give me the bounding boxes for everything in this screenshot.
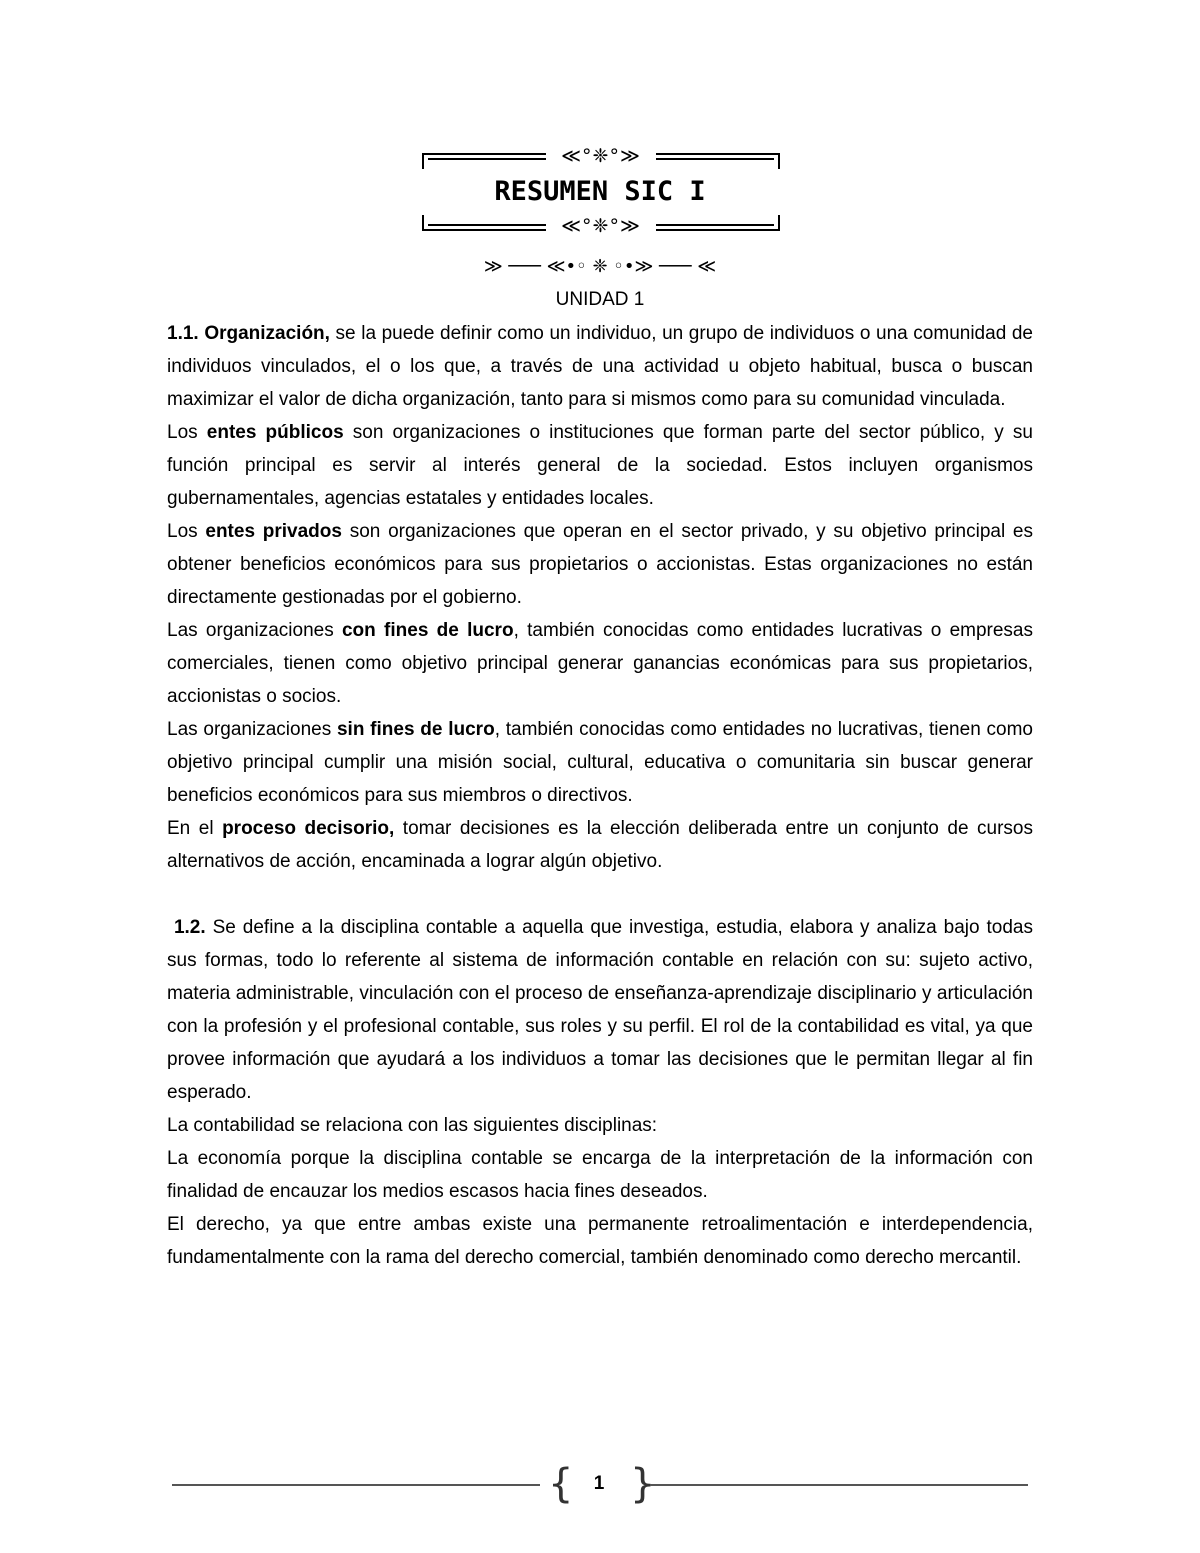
paragraph-disciplina-contable	[167, 911, 1033, 1109]
title-ornament-bottom: ≪°❈°≫	[561, 215, 641, 237]
paragraph-lead: Las organizaciones	[167, 620, 342, 641]
frame-corner	[774, 215, 780, 231]
term-entes-publicos: entes públicos	[206, 422, 344, 443]
title-frame-bottom	[422, 215, 780, 245]
paragraph-text: son organizaciones que operan en el sector privado, y su objetivo principal es obtener beneficios económicos para sus propietarios o accionistas. Estas organizaciones no están directamente gestionadas por el gobierno.	[167, 521, 1034, 608]
paragraph-organizacion	[167, 317, 1033, 416]
page-number: 1	[593, 1473, 605, 1494]
term-con-fines-de-lucro: con fines de lucro	[341, 620, 514, 641]
paragraph-con-fines-de-lucro	[167, 614, 1033, 713]
paragraph-lead: En el	[167, 818, 223, 839]
unit-heading: UNIDAD 1	[555, 289, 645, 310]
paragraph-lead: Las organizaciones	[167, 719, 337, 740]
paragraph-text: se la puede definir como un individuo, un grupo de individuos o una comunidad de individuos vinculados, el o los que, a través de una actividad u objeto habitual, busca o buscan maximizar el valor de dicha organización, tanto para si mismos como para su comunidad vinculada.	[167, 323, 1033, 410]
title-frame-top	[422, 145, 780, 175]
paragraph-entes-privados	[167, 515, 1033, 614]
paragraph-text: , también conocidas como entidades no lucrativas, tienen como objetivo principal cumplir una misión social, cultural, educativa o comunitaria sin buscar generar beneficios económicos para sus miembros o directivos.	[167, 719, 1033, 806]
section-number: 1.2.	[173, 917, 206, 938]
paragraph-proceso-decisorio	[167, 812, 1033, 878]
frame-corner	[774, 153, 780, 169]
left-brace-icon: {	[548, 1461, 574, 1507]
ornamental-divider: ≫ ─── ≪•◦ ❈ ◦•≫ ─── ≪	[483, 256, 717, 277]
term-organizacion: Organización,	[204, 323, 330, 344]
right-brace-icon: }	[630, 1461, 656, 1507]
document-body	[167, 317, 1033, 1274]
paragraph-lead: Los	[167, 521, 206, 542]
term-sin-fines-de-lucro: sin fines de lucro	[336, 719, 495, 740]
paragraph-text: tomar decisiones es la elección deliberada entre un conjunto de cursos alternativos de acción, encaminada a lograr algún objetivo.	[167, 818, 1033, 872]
frame-double-line	[656, 153, 774, 160]
paragraph-text: Se define a la disciplina contable a aquella que investiga, estudia, elabora y analiza bajo todas sus formas, todo lo referente al sistema de información contable en relación con su: sujeto activo, materia administrable, vinculación con el proceso de enseñanza-aprendizaje disciplinario y articulación con la profesión y el profesional contable, sus roles y su perfil. El rol de la contabilidad es vital, ya que provee información que ayudará a los individuos a tomar las decisiones que le permitan llegar al fin esperado.	[167, 917, 1033, 1103]
term-entes-privados: entes privados	[205, 521, 342, 542]
paragraph-entes-publicos	[167, 416, 1033, 515]
paragraph-text: , también conocidas como entidades lucrativas o empresas comerciales, tienen como objetivo principal generar ganancias económicas para sus propietarios, accionistas o socios.	[167, 620, 1033, 707]
title-ornament-top: ≪°❈°≫	[561, 145, 641, 167]
paragraph-lead: Los	[167, 422, 207, 443]
section-number: 1.1.	[167, 323, 199, 344]
paragraph-text: son organizaciones o instituciones que forman parte del sector público, y su función principal es servir al interés general de la sociedad. Estos incluyen organismos gubernamentales, agencias estatales y entidades locales.	[167, 422, 1033, 509]
frame-double-line	[656, 224, 774, 231]
paragraph-economia: La economía porque la disciplina contable se encarga de la interpretación de la información con finalidad de encauzar los medios escasos hacia fines deseados.	[167, 1148, 1033, 1202]
paragraph-relaciona: La contabilidad se relaciona con las siguientes disciplinas:	[167, 1115, 658, 1136]
footer-rule	[172, 1484, 540, 1486]
paragraph-sin-fines-de-lucro	[167, 713, 1033, 812]
page-footer	[172, 1462, 1028, 1508]
document-title: RESUMEN SIC I	[494, 176, 706, 207]
paragraph-derecho: El derecho, ya que entre ambas existe una permanente retroalimentación e interdependencia, fundamentalmente con la rama del derecho comercial, también denominado como derecho mercantil.	[167, 1214, 1033, 1268]
footer-rule	[650, 1484, 1028, 1486]
term-proceso-decisorio: proceso decisorio,	[222, 818, 395, 839]
